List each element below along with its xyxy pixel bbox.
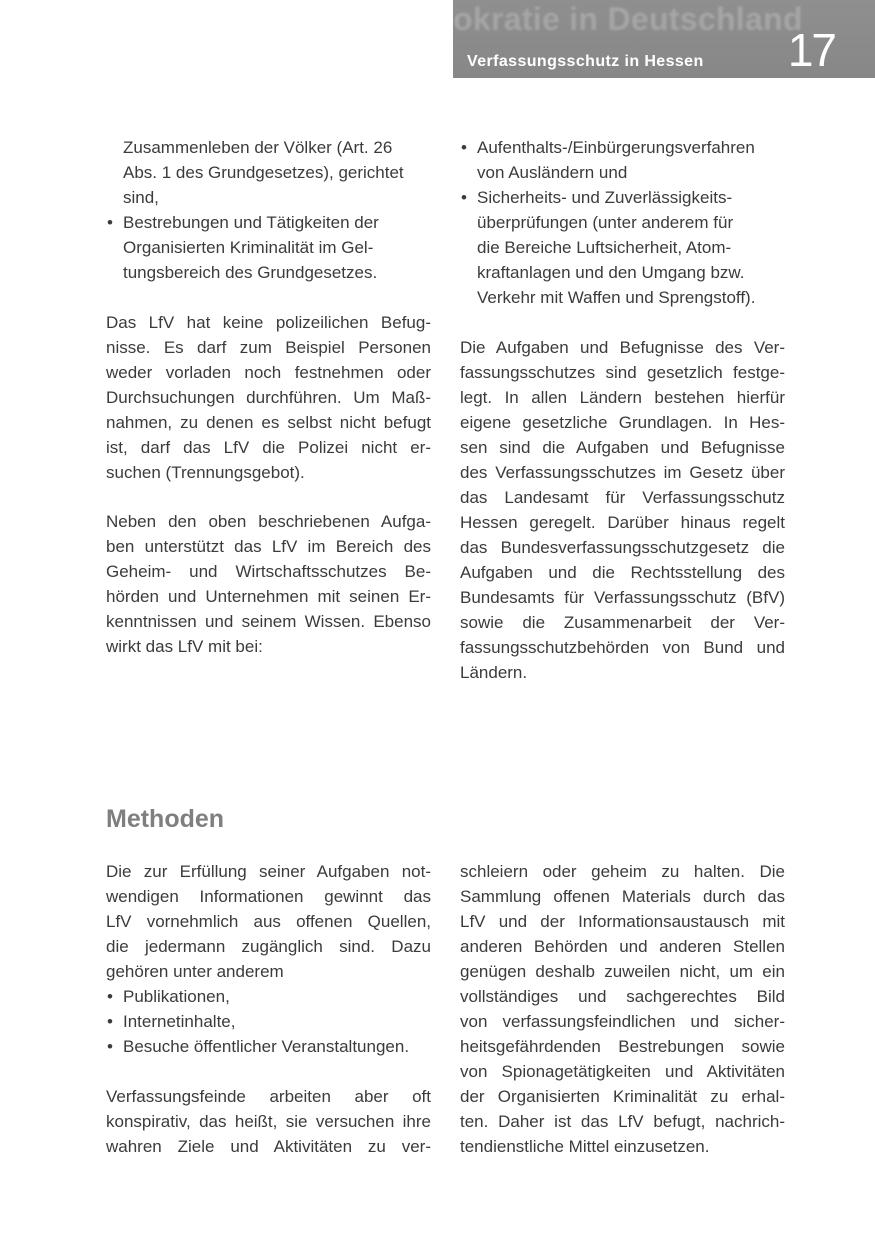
text-line: tendienstliche Mittel einzusetzen. <box>460 1137 710 1156</box>
text-line: Durchsuchungen durchführen. Um Maß- <box>106 388 431 407</box>
text-line: tungsbereich des Grundgesetzes. <box>123 263 378 282</box>
text-line: wahren Ziele und Aktivitäten zu ver- <box>106 1137 431 1156</box>
bullet-list <box>106 984 431 1059</box>
text-line: kenntnissen und seinem Wissen. Ebenso <box>106 612 431 631</box>
text-line: des Verfassungsschutzes im Gesetz über <box>460 463 785 482</box>
bullet-glyph: • <box>107 213 113 232</box>
text-line: sen sind die Aufgaben und Befugnisse <box>460 438 785 457</box>
bullet-list <box>106 210 431 285</box>
section-title: Verfassungsschutz in Hessen <box>467 53 704 70</box>
text-line: kraftanlagen und den Umgang bzw. <box>477 263 745 282</box>
text-line: legt. In allen Ländern bestehen hierfür <box>460 388 785 407</box>
text-line: Organisierten Kriminalität im Gel- <box>123 238 374 257</box>
text-line: hörden und Unternehmen mit seinen Er- <box>106 587 431 606</box>
text-line: ben unterstützt das LfV im Bereich des <box>106 537 431 556</box>
text-line: überprüfungen (unter anderem für <box>477 213 734 232</box>
paragraph <box>106 1084 431 1159</box>
bullet-glyph: • <box>107 1037 113 1056</box>
text-line: LfV vornehmlich aus offenen Quellen, <box>106 912 431 931</box>
text-line: Sicherheits- und Zuverlässigkeits- <box>477 188 733 207</box>
bullet-item <box>106 984 431 1009</box>
text-line: Aufgaben und die Rechtsstellung des <box>460 563 785 582</box>
text-line: das Landesamt für Verfassungsschutz <box>460 488 785 507</box>
bullet-item <box>460 185 785 310</box>
paragraph <box>460 335 785 685</box>
text-line: fassungsschutzbehörden von Bund und <box>460 638 785 657</box>
bullet-item <box>106 1009 431 1034</box>
text-line: schleiern oder geheim zu halten. Die <box>460 862 785 881</box>
text-line: Verfassungsfeinde arbeiten aber oft <box>106 1087 431 1106</box>
text-line: ten. Daher ist das LfV befugt, nachrich- <box>460 1112 785 1131</box>
text-line: LfV und der Informationsaustausch mit <box>460 912 785 931</box>
text-line: ist, darf das LfV die Polizei nicht er- <box>106 438 431 457</box>
bullet-item <box>460 135 785 185</box>
paragraph <box>106 310 431 485</box>
bullet-glyph: • <box>107 987 113 1006</box>
text-line: Verkehr mit Waffen und Sprengstoff). <box>477 288 756 307</box>
bullet-list <box>460 135 785 310</box>
text-line: konspirativ, das heißt, sie versuchen ihre <box>106 1112 431 1131</box>
text-line: der Organisierten Kriminalität zu erhal- <box>460 1087 785 1106</box>
text-line: wendigen Informationen gewinnt das <box>106 887 431 906</box>
text-line: eigene gesetzliche Grundlagen. In Hes- <box>460 413 785 432</box>
paragraph <box>460 859 785 1159</box>
paragraph <box>106 859 431 984</box>
text-line: Die Aufgaben und Befugnisse des Ver- <box>460 338 785 357</box>
text-line: Publikationen, <box>123 987 230 1006</box>
header-banner <box>453 0 875 78</box>
text-line: von Spionagetätigkeiten und Aktivitäten <box>460 1062 785 1081</box>
text-line: Sammlung offenen Materials durch das <box>460 887 785 906</box>
text-line: gehören unter anderem <box>106 962 284 981</box>
text-line: Ländern. <box>460 663 528 682</box>
text-line: das Bundesverfassungsschutzgesetz die <box>460 538 785 557</box>
bullet-continuation <box>123 135 431 210</box>
text-line: Besuche öffentlicher Veranstaltungen. <box>123 1037 410 1056</box>
text-line: heitsgefährdenden Bestrebungen sowie <box>460 1037 785 1056</box>
text-line: suchen (Trennungsgebot). <box>106 463 305 482</box>
text-line: fassungsschutzes sind gesetzlich festge- <box>460 363 785 382</box>
page-number: 17 <box>787 24 835 76</box>
text-line: Bundesamts für Verfassungsschutz (BfV) <box>460 588 785 607</box>
text-line: genügen deshalb zuweilen nicht, um ein <box>460 962 785 981</box>
bullet-glyph: • <box>107 1012 113 1031</box>
text-line: Aufenthalts-/Einbürgerungsverfahren <box>477 138 755 157</box>
text-line: von Ausländern und <box>477 163 628 182</box>
text-line: Das LfV hat keine polizeilichen Befug- <box>106 313 431 332</box>
bullet-item <box>106 1034 431 1059</box>
text-line: sind, <box>123 188 159 207</box>
bullet-glyph: • <box>461 138 467 157</box>
banner-background-text: okratie in Deutschland <box>453 1 803 37</box>
bullet-item <box>106 210 431 285</box>
text-line: weder vorladen noch festnehmen oder <box>106 363 431 382</box>
text-line: anderen Behörden und anderen Stellen <box>460 937 785 956</box>
text-line: die jedermann zugänglich sind. Dazu <box>106 937 431 956</box>
text-line: Geheim- und Wirtschaftsschutzes Be- <box>106 562 431 581</box>
text-line: nahmen, zu denen es selbst nicht befugt <box>106 413 431 432</box>
text-line: sowie die Zusammenarbeit der Ver- <box>460 613 785 632</box>
text-line: Zusammenleben der Völker (Art. 26 <box>123 138 393 157</box>
bullet-glyph: • <box>461 188 467 207</box>
text-line: Internetinhalte, <box>123 1012 236 1031</box>
section-heading: Methoden <box>106 805 225 833</box>
text-line: nisse. Es darf zum Beispiel Personen <box>106 338 431 357</box>
text-line: Die zur Erfüllung seiner Aufgaben not- <box>106 862 431 881</box>
text-line: Abs. 1 des Grundgesetzes), gerichtet <box>123 163 404 182</box>
text-line: vollständiges und sachgerechtes Bild <box>460 987 785 1006</box>
text-line: Neben den oben beschriebenen Aufga- <box>106 512 431 531</box>
text-line: die Bereiche Luftsicherheit, Atom- <box>477 238 732 257</box>
text-line: von verfassungsfeindlichen und sicher- <box>460 1012 785 1031</box>
text-line: Bestrebungen und Tätigkeiten der <box>123 213 379 232</box>
text-line: wirkt das LfV mit bei: <box>106 637 263 656</box>
paragraph <box>106 509 431 659</box>
text-line: Hessen geregelt. Darüber hinaus regelt <box>460 513 785 532</box>
